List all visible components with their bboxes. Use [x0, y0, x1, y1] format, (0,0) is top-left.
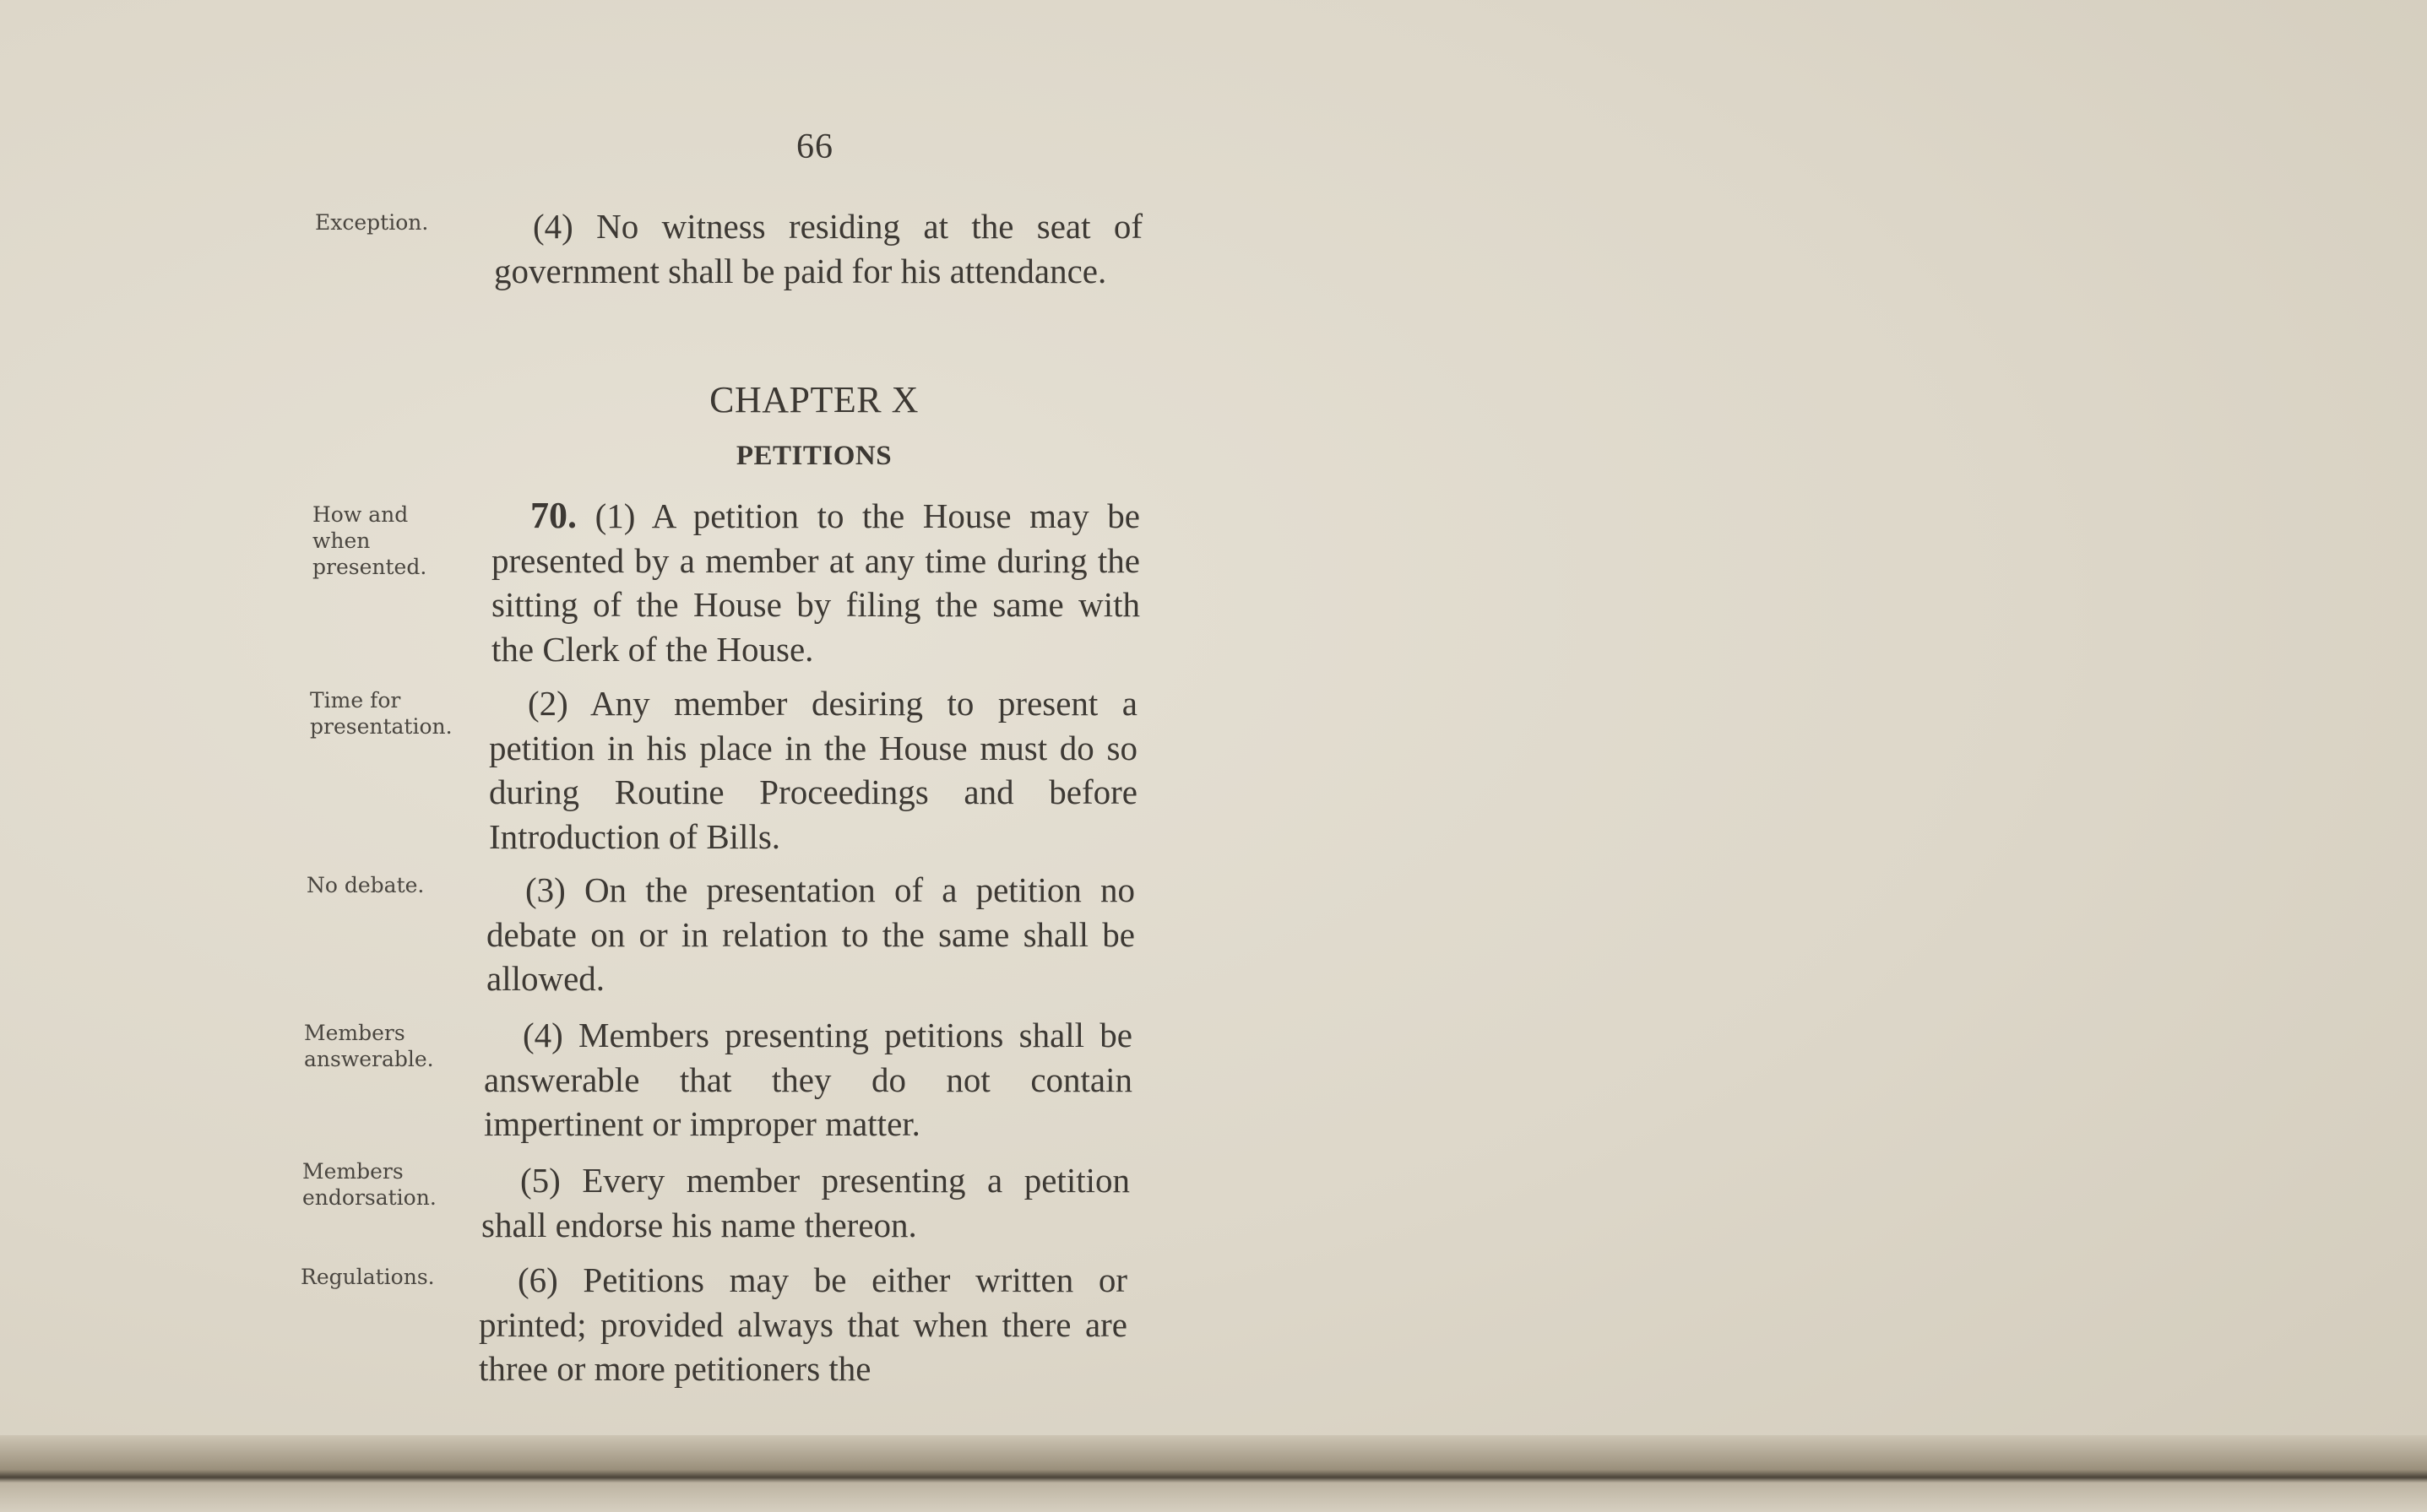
paragraph-witness-exception: (4) No witness residing at the seat of government shall be paid for his attendance. [494, 207, 1143, 290]
page-number: 66 [796, 127, 833, 166]
marginal-note-line: when [312, 528, 371, 553]
paragraph-rule-70-2: (2) Any member desiring to present a petition in his place in the House must do so during Routine Proceedings and before Introduction of Bills. [489, 684, 1137, 856]
marginal-note-exception [315, 209, 484, 236]
paragraph-rule-70-6: (6) Petitions may be either written or printed; provided always that when there are three or more petitioners the [479, 1260, 1127, 1388]
marginal-note-members-endorsation [302, 1158, 471, 1211]
chapter-heading: CHAPTER X [709, 379, 919, 420]
marginal-note-line: presentation. [310, 714, 453, 739]
paragraph-text: (1) A petition to the House may be presented by a member at any time during the sitting of the House by filing the same with the Clerk of the House. [491, 496, 1141, 669]
marginal-note-regulations [301, 1264, 470, 1290]
paragraph-rule-70-4: (4) Members presenting petitions shall be answerable that they do not contain impertinent or improper matter. [484, 1016, 1132, 1143]
marginal-note-line: presented. [312, 555, 427, 579]
marginal-note-line: endorsation. [302, 1185, 437, 1210]
paragraph-rule-70-1 [491, 494, 1140, 671]
paragraph-rule-70-5: (5) Every member presenting a petition shall endorse his name thereon. [481, 1161, 1130, 1244]
marginal-note-text: Exception. [315, 210, 429, 235]
marginal-note-text: Regulations. [301, 1265, 435, 1289]
marginal-note-line: answerable. [304, 1047, 434, 1071]
marginal-note-how-when-presented [312, 501, 481, 580]
marginal-note-line: How and [312, 502, 409, 527]
rule-number: 70. [530, 495, 577, 536]
page-binding-edge [0, 1435, 2427, 1512]
marginal-note-text: No debate. [307, 873, 425, 897]
marginal-note-line: Members [302, 1159, 404, 1184]
marginal-note-no-debate [307, 872, 475, 898]
marginal-note-line: Members [304, 1021, 405, 1045]
marginal-note-line: Time for [310, 688, 401, 713]
paragraph-rule-70-3: (3) On the presentation of a petition no debate on or in relation to the same shall be allowed. [486, 870, 1135, 998]
marginal-note-time-for-presentation [310, 687, 479, 740]
marginal-note-members-answerable [304, 1020, 473, 1072]
chapter-title: PETITIONS [736, 441, 893, 471]
